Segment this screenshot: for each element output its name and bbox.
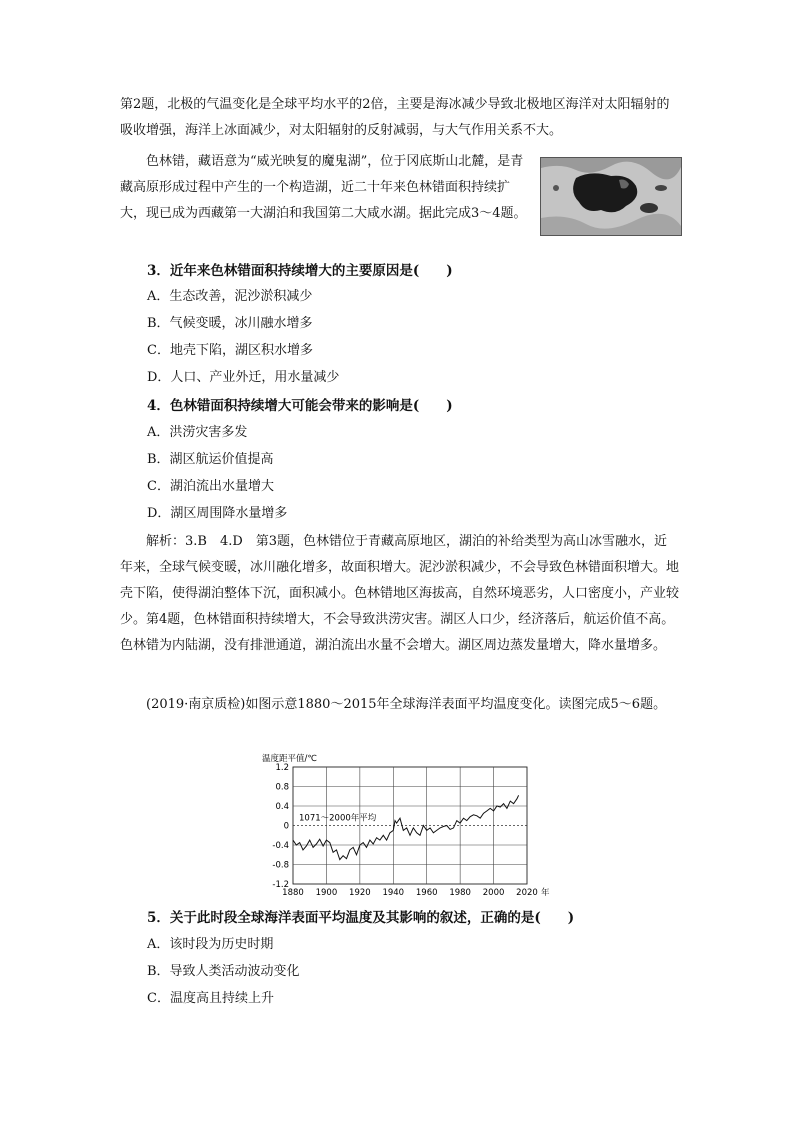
reference-line-label: 1071～2000年平均	[299, 813, 377, 824]
question-3-option-b: B．气候变暖，冰川融水增多	[147, 316, 313, 331]
question-5-option-c: C．温度高且持续上升	[147, 991, 274, 1006]
x-tick-label: 1900	[315, 888, 338, 898]
x-tick-label: 1920	[349, 888, 371, 898]
y-tick-label: 1.2	[275, 763, 289, 773]
question-4-option-a: A．洪涝灾害多发	[147, 425, 248, 440]
y-tick-label: -0.4	[272, 841, 289, 851]
passage-paragraph: 色林错，藏语意为“威光映复的魔鬼湖”，位于冈底斯山北麓，是青藏高原形成过程中产生的一个构造湖，近二十年来色林错面积持续扩大，现已成为西藏第一大湖泊和我国第二大咸水湖。据此完成3～4题。	[120, 154, 527, 221]
chart-intro-paragraph: (2019·南京质检)如图示意1880～2015年全球海洋表面平均温度变化。读图完成5～6题。	[146, 697, 667, 712]
question-5-option-b: B．导致人类活动波动变化	[147, 964, 300, 979]
x-tick-label: 2000	[482, 888, 505, 898]
question-4-option-d: D．湖区周围降水量增多	[147, 506, 288, 521]
x-tick-label: 1960	[415, 888, 438, 898]
question-4-option-c: C．湖泊流出水量增大	[147, 479, 274, 494]
question-3-option-c: C．地壳下陷，湖区积水增多	[147, 343, 313, 358]
x-tick-label: 1940	[382, 888, 405, 898]
question-5-option-a: A．该时段为历史时期	[147, 937, 274, 952]
analysis-paragraph: 解析：3.B 4.D 第3题，色林错位于青藏高原地区，湖泊的补给类型为高山冰雪融水，近年来，全球气候变暖，冰川融化增多，故面积增大。泥沙淤积减少，不会导致色林错面积增大。地壳下陷，使得湖泊整体下沉，面积减小。色林错地区海拔高，自然环境恶劣，人口密度小，产业较少。第4题，色林错面积持续增大，不会导致洪涝灾害。湖区人口少，经济落后，航运价值不高。色林错为内陆湖，没有排泄通道，湖泊流出水量不会增大。湖区周边蒸发量增大，降水量增多。	[120, 534, 680, 653]
y-tick-label: 0.4	[275, 802, 289, 812]
x-tick-label: 1980	[449, 888, 471, 898]
intro-paragraph: 第2题，北极的气温变化是全球平均水平的2倍，主要是海冰减少导致北极地区海洋对太阳辐射的吸收增强，海洋上冰面减少，对太阳辐射的反射减弱，与大气作用关系不大。	[120, 97, 670, 138]
temperature-series-line	[293, 795, 519, 859]
y-tick-label: 0.8	[275, 782, 289, 793]
chart-y-axis-label: 温度距平值/℃	[262, 754, 317, 764]
chart-x-axis-unit: 年	[541, 888, 550, 898]
question-4-option-b: B．湖区航运价值提高	[147, 452, 274, 467]
question-3-option-a: A．生态改善，泥沙淤积减少	[147, 289, 313, 304]
y-tick-label: 0	[283, 821, 289, 832]
question-3-option-d: D．人口、产业外迁，用水量减少	[147, 370, 340, 385]
x-tick-label: 1880	[282, 888, 304, 898]
question-5-stem: 5．关于此时段全球海洋表面平均温度及其影响的叙述，正确的是( )	[147, 910, 575, 926]
question-3-stem: 3．近年来色林错面积持续增大的主要原因是( )	[147, 263, 453, 279]
lake-photo	[540, 157, 682, 236]
y-tick-label: -0.8	[272, 860, 289, 871]
question-4-stem: 4．色林错面积持续增大可能会带来的影响是( )	[147, 398, 453, 414]
y-tick-label: -1.2	[272, 880, 289, 890]
x-tick-label: 2020	[516, 888, 538, 898]
temperature-anomaly-chart	[255, 750, 555, 900]
